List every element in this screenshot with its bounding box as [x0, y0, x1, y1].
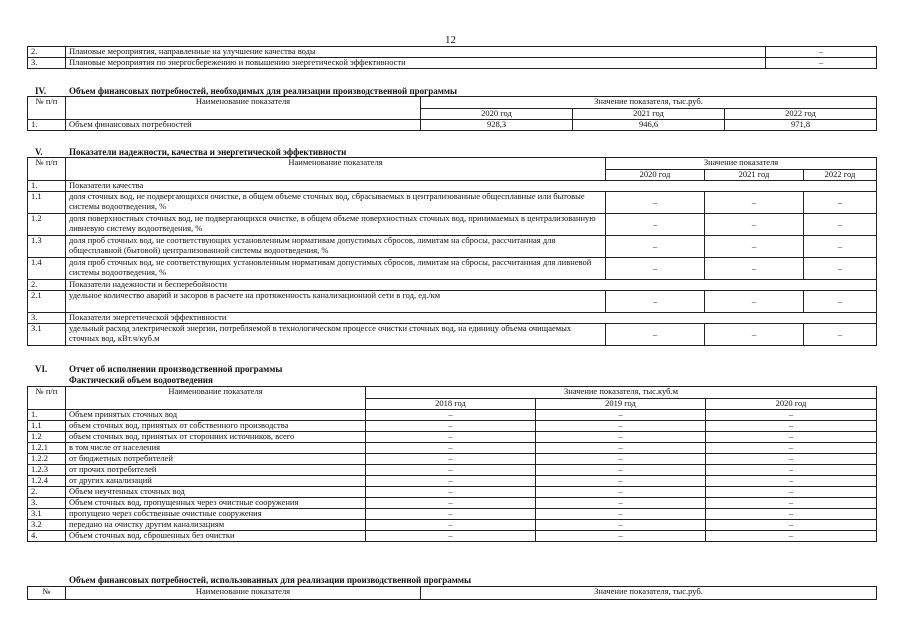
- row-value: –: [706, 509, 877, 520]
- row-number: 3.1: [28, 324, 66, 346]
- row-value: –: [536, 421, 706, 432]
- row-name: от других канализаций: [66, 476, 366, 487]
- row-value: –: [366, 487, 536, 498]
- col-num-header: № п/п: [28, 158, 66, 181]
- col-value-header: Значение показателя, тыс.руб.: [421, 97, 877, 109]
- row-value: –: [706, 410, 877, 421]
- row-value: –: [366, 476, 536, 487]
- row-value: –: [606, 192, 705, 214]
- table-row: [28, 454, 877, 465]
- row-number: 4.: [28, 531, 66, 542]
- row-number: 1.2.4: [28, 476, 66, 487]
- row-name: передано на очистку другим канализациям: [66, 520, 366, 531]
- year-header: 2021 год: [705, 170, 804, 181]
- row-value: –: [536, 454, 706, 465]
- row-value: –: [536, 487, 706, 498]
- table-row: [28, 47, 877, 58]
- row-value: –: [706, 454, 877, 465]
- row-number: 3.2: [28, 520, 66, 531]
- row-value: –: [536, 531, 706, 542]
- row-value: –: [804, 214, 877, 236]
- row-value: –: [366, 443, 536, 454]
- row-value: 946,6: [573, 120, 725, 131]
- row-value: –: [766, 58, 877, 69]
- group-header: Показатели надежности и бесперебойности: [66, 280, 877, 291]
- row-value: –: [706, 487, 877, 498]
- table-row: [28, 432, 877, 443]
- row-value: –: [706, 465, 877, 476]
- table-row: [28, 181, 877, 192]
- row-name: удельный расход электрической энергии, потребляемой в технологическом процессе очистки сточных вод, на единицу объема очищаемых сточных вод, кВт.ч/куб.м: [66, 324, 606, 346]
- row-number: 1.2.1: [28, 443, 66, 454]
- row-value: –: [706, 531, 877, 542]
- col-num-header: № п/п: [28, 97, 66, 120]
- row-value: –: [705, 291, 804, 313]
- col-name-header: Наименование показателя: [66, 97, 421, 120]
- table-row: [28, 324, 877, 346]
- row-value: –: [366, 498, 536, 509]
- table-row: [28, 509, 877, 520]
- row-value: –: [804, 324, 877, 346]
- row-value: 971,8: [725, 120, 877, 131]
- reliability-table: [27, 157, 877, 346]
- wastewater-volume-table: [27, 386, 877, 542]
- table-row: [28, 531, 877, 542]
- section-vi-title: VI. Отчет об исполнении производственной программы: [35, 364, 283, 374]
- table-row: [28, 58, 877, 69]
- row-name: Объем неучтенных сточных вод: [66, 487, 366, 498]
- row-value: –: [366, 421, 536, 432]
- row-value: –: [804, 236, 877, 258]
- financial-needs-table: [27, 96, 877, 131]
- col-value-header: Значение показателя, тыс.куб.м: [366, 387, 877, 399]
- year-header: 2020 год: [421, 109, 573, 120]
- table-row: [28, 236, 877, 258]
- row-name: от прочих потребителей: [66, 465, 366, 476]
- row-number: 1.3: [28, 236, 66, 258]
- row-name: в том числе от населения: [66, 443, 366, 454]
- table-row: [28, 280, 877, 291]
- row-value: –: [606, 291, 705, 313]
- row-name: доля проб сточных вод, не соответствующих установленным нормативам допустимых сбросов, лимитам на сбросы, рассчитанная для общесплавной (бытовой) централизованной системы водоотведения, %: [66, 236, 606, 258]
- row-value: –: [536, 465, 706, 476]
- col-value-header: Значение показателя, тыс.руб.: [421, 587, 877, 600]
- group-header: Показатели энергетической эффективности: [66, 313, 877, 324]
- row-value: –: [705, 192, 804, 214]
- row-name: Объем сточных вод, сброшенных без очистки: [66, 531, 366, 542]
- row-value: –: [606, 324, 705, 346]
- row-value: –: [366, 454, 536, 465]
- row-number: 3.: [28, 58, 66, 69]
- table-row: [28, 520, 877, 531]
- table-row: [28, 313, 877, 324]
- row-number: 1.1: [28, 192, 66, 214]
- row-number: 3.1: [28, 509, 66, 520]
- row-value: –: [606, 214, 705, 236]
- row-value: –: [766, 47, 877, 58]
- year-header: 2018 год: [366, 399, 536, 410]
- row-value: –: [706, 421, 877, 432]
- row-name: Объем финансовых потребностей: [66, 120, 421, 131]
- table-row: [28, 214, 877, 236]
- row-value: –: [706, 432, 877, 443]
- row-number: 1.2: [28, 432, 66, 443]
- table-row: [28, 421, 877, 432]
- used-financial-table: [27, 586, 877, 600]
- row-value: –: [804, 192, 877, 214]
- row-number: 1.: [28, 410, 66, 421]
- col-name-header: Наименование показателя: [66, 387, 366, 410]
- row-name: Плановые мероприятия по энергосбережению и повышению энергетической эффективности: [66, 58, 766, 69]
- row-number: 2.: [28, 487, 66, 498]
- row-number: 1.: [28, 181, 66, 192]
- row-value: –: [536, 410, 706, 421]
- row-name: доля проб сточных вод, не соответствующих установленным нормативам допустимых сбросов, лимитам на сбросы, рассчитанная для ливневой системы водоотведения, %: [66, 258, 606, 280]
- table-row: [28, 465, 877, 476]
- row-value: –: [536, 443, 706, 454]
- row-value: –: [606, 258, 705, 280]
- row-number: 1.: [28, 120, 66, 131]
- section-v-title: V. Показатели надежности, качества и энергетической эффективности: [35, 147, 347, 157]
- row-value: –: [536, 476, 706, 487]
- year-header: 2021 год: [573, 109, 725, 120]
- table-row: [28, 476, 877, 487]
- row-value: –: [705, 324, 804, 346]
- row-value: –: [706, 443, 877, 454]
- row-number: 2.: [28, 280, 66, 291]
- top-table: [27, 46, 877, 69]
- row-value: –: [705, 236, 804, 258]
- row-name: объем сточных вод, принятых от сторонних источников, всего: [66, 432, 366, 443]
- row-number: 1.2.2: [28, 454, 66, 465]
- row-value: –: [706, 476, 877, 487]
- table-row: [28, 443, 877, 454]
- row-value: –: [706, 520, 877, 531]
- col-name-header: Наименование показателя: [66, 158, 606, 181]
- row-value: –: [706, 498, 877, 509]
- row-name: доля поверхностных сточных вод, не подвергающихся очистке, в общем объеме поверхностных сточных вод, принимаемых в централизованную ливневую систему водоотведения, %: [66, 214, 606, 236]
- row-number: 3.: [28, 313, 66, 324]
- table-row: [28, 487, 877, 498]
- row-name: объем сточных вод, принятых от собственного производства: [66, 421, 366, 432]
- row-value: –: [366, 410, 536, 421]
- row-number: 2.: [28, 47, 66, 58]
- year-header: 2019 год: [536, 399, 706, 410]
- row-number: 1.2: [28, 214, 66, 236]
- table-row: [28, 498, 877, 509]
- year-header: 2020 год: [706, 399, 877, 410]
- row-value: –: [536, 432, 706, 443]
- row-number: 1.2.3: [28, 465, 66, 476]
- section-vii-title: Объем финансовых потребностей, использованных для реализации производственной программы: [69, 575, 472, 585]
- row-value: –: [366, 509, 536, 520]
- row-name: пропущено через собственные очистные сооружения: [66, 509, 366, 520]
- row-value: –: [366, 465, 536, 476]
- table-row: [28, 258, 877, 280]
- row-value: 928,3: [421, 120, 573, 131]
- row-value: –: [804, 258, 877, 280]
- row-name: доля сточных вод, не подвергающихся очистке, в общем объеме сточных вод, сбрасываемых в централизованные общесплавные или бытовые системы водоотведения, %: [66, 192, 606, 214]
- col-value-header: Значение показателя: [606, 158, 877, 170]
- table-row: [28, 120, 877, 131]
- table-row: [28, 192, 877, 214]
- row-name: от бюджетных потребителей: [66, 454, 366, 465]
- table-row: [28, 410, 877, 421]
- section-vi-subtitle: Фактический объем водоотведения: [69, 375, 213, 385]
- row-value: –: [536, 498, 706, 509]
- row-number: 1.4: [28, 258, 66, 280]
- year-header: 2020 год: [606, 170, 705, 181]
- row-value: –: [606, 236, 705, 258]
- row-name: Плановые мероприятия, направленные на улучшение качества воды: [66, 47, 766, 58]
- table-row: [28, 291, 877, 313]
- row-value: –: [366, 432, 536, 443]
- row-value: –: [705, 258, 804, 280]
- row-value: –: [536, 520, 706, 531]
- row-value: –: [804, 291, 877, 313]
- year-header: 2022 год: [725, 109, 877, 120]
- col-num-header: № п/п: [28, 387, 66, 410]
- row-number: 1.1: [28, 421, 66, 432]
- col-num-header: №: [28, 587, 66, 600]
- row-value: –: [366, 520, 536, 531]
- row-value: –: [366, 531, 536, 542]
- section-iv-title: IV. Объем финансовых потребностей, необходимых для реализации производственной программы: [35, 86, 458, 96]
- row-number: 3.: [28, 498, 66, 509]
- row-name: Объем сточных вод, пропущенных через очистные сооружения: [66, 498, 366, 509]
- group-header: Показатели качества: [66, 181, 877, 192]
- row-name: удельное количество аварий и засоров в расчете на протяженность канализационной сети в год, ед./км: [66, 291, 606, 313]
- row-name: Объем принятых сточных вод: [66, 410, 366, 421]
- row-number: 2.1: [28, 291, 66, 313]
- year-header: 2022 год: [804, 170, 877, 181]
- row-value: –: [705, 214, 804, 236]
- page-number: 12: [445, 34, 456, 46]
- col-name-header: Наименование показателя: [66, 587, 421, 600]
- row-value: –: [536, 509, 706, 520]
